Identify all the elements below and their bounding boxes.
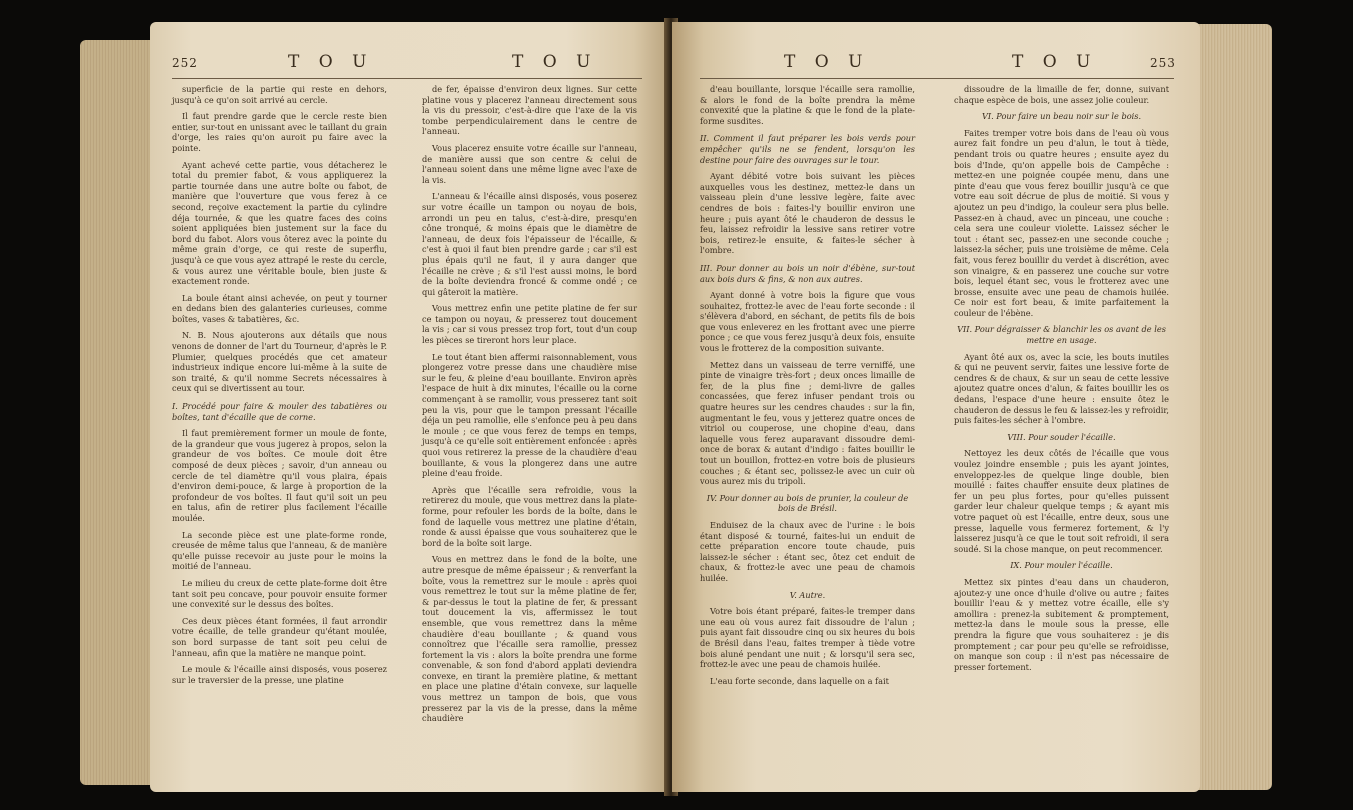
paragraph: Le moule & l'écaille ainsi disposés, vous poserez sur le traversier de la presse, une platine: [172, 664, 387, 685]
right-page-edges: [1198, 24, 1272, 790]
paragraph: Votre bois étant préparé, faites-le tremper dans une eau où vous aurez fait dissoudre de l'alun ; puis ayant fait dissoudre cinq ou six heures du bois de Brésil dans l'eau, faites tremper à tiède votre bois aluné pendant une nuit ; & lorsqu'il sera sec, frottez-le avec une peau de chamois huilée.: [700, 606, 915, 670]
page-number: 252: [172, 56, 198, 70]
paragraph: Ayant achevé cette partie, vous détacherez le total du premier fabot, & vous appliquerez la partie tournée dans une autre boîte ou fabot, de manière que l'ouverture que vous ferez à ce second, reçoive exactement la partie du cylindre déja tournée, & que les quatre faces des coins soient appliquées bien justement sur la face du bord du fabot. Alors vous ôterez avec la pointe du même grain d'orge, ce qui reste de superflu, jusqu'à ce que vous ayez attrapé le reste du cercle, & vous aurez une véritable boule, bien juste & exactement ronde.: [172, 159, 387, 287]
paragraph: dissoudre de la limaille de fer, donne, suivant chaque espèce de bois, une assez jolie couleur.: [954, 84, 1169, 105]
section-heading: V. Autre.: [789, 589, 826, 600]
section-heading: VI. Pour faire un beau noir sur le bois.: [981, 111, 1142, 122]
running-head: T O U: [288, 52, 374, 72]
section-heading: IX. Pour mouler l'écaille.: [1010, 560, 1113, 571]
left-page: [150, 22, 670, 792]
nota-bene: N. B. Nous ajouterons aux détails que nous venons de donner de l'art du Tourneur, d'après le P. Plumier, quelques procédés que cet amateur industrieux indique encore lui-même à la suite de son traité, & qu'il nomme Secrets nécessaires à ceux qui se divertissent au tour.: [172, 330, 387, 394]
section-heading: II. Comment il faut préparer les bois verds pour empêcher qu'ils ne se fendent, lorsqu'on les destine pour faire des ouvrages sur le tour.: [700, 133, 915, 165]
paragraph: La seconde pièce est une plate-forme ronde, creusée de même talus que l'anneau, & de manière qu'elle puisse recevoir au juste pour le moins la moitié de l'anneau.: [172, 529, 387, 572]
paragraph: de fer, épaisse d'environ deux lignes. Sur cette platine vous y placerez l'anneau directement sous la vis du pressoir, c'est-à-dire que l'axe de la vis tombe perpendiculairement dans le centre de l'anneau.: [422, 84, 637, 137]
head-rule: [700, 78, 1174, 79]
right-page: [672, 22, 1200, 792]
paragraph: Il faut prendre garde que le cercle reste bien entier, sur-tout en unissant avec le taillant du grain d'orge, les raies qu'on auroit pu faire avec la pointe.: [172, 111, 387, 153]
paragraph: Vous en mettrez dans le fond de la boîte, une autre presque de même épaisseur ; & renverfant la boîte, vous la remettrez sur le moule : après quoi vous remettrez le tout sur la même platine de fer, & par-dessus le tout la platine de fer, & pressant tout doucement la vis, affermissez le tout ensemble, que vous remettrez dans la même chaudière d'eau bouillante ; & quand vous connoîtrez que l'écaille sera ramollie, pressez fortement la vis : alors la boîte prendra une forme convenable, & son fond d'abord applati deviendra convexe, en tirant la première platine, & mettant en place une platine d'étain convexe, sur laquelle vous mettrez un tampon de bois, que vous presserez par la vis de la presse, dans la même chaudière: [422, 554, 637, 724]
paragraph: Vous placerez ensuite votre écaille sur l'anneau, de manière aussi que son centre & celui de l'anneau soient dans une même ligne avec l'axe de la vis.: [422, 142, 637, 185]
section-heading: VII. Pour dégraisser & blanchir les os avant de les mettre en usage.: [957, 324, 1166, 346]
paragraph: Après que l'écaille sera refroidie, vous la retirerez du moule, que vous mettrez dans la plate-forme, pour refouler les bords de la boîte, dans le fond de laquelle vous mettrez une platine d'étain, ronde & aussi épaisse que vous souhaiterez que le bord de la boîte soit large.: [422, 484, 637, 548]
left-page-edges: [80, 40, 154, 785]
paragraph: Le tout étant bien affermi raisonnablement, vous plongerez votre presse dans une chaudière mise sur le feu, & pleine d'eau bouillante. Environ après l'espace de huit à dix minutes, l'écaille ou la corne commençant à se ramollir, vous presserez tant soit peu la vis, pour que le tampon pressant l'écaille déja un peu ramollie, elle s'enfonce peu à peu dans le moule ; ce que vous ferez de temps en temps, jusqu'à ce qu'elle soit entièrement enfoncée : après quoi vous retirerez la presse de la chaudière d'eau bouillante, & vous la plongerez dans une autre pleine d'eau froide.: [422, 351, 637, 479]
paragraph: Le milieu du creux de cette plate-forme doit être tant soit peu concave, pour pouvoir ensuite former une convexité sur le dessus des boîtes.: [172, 577, 387, 610]
paragraph: Enduisez de la chaux avec de l'urine : le bois étant disposé & tourné, faites-lui un enduit de cette préparation encore toute chaude, puis laissez-le sécher : étant sec, ôtez cet enduit de chaux, & frottez-le avec une peau de chamois huilée.: [700, 519, 915, 583]
paragraph: L'eau forte seconde, dans laquelle on a fait: [710, 675, 889, 686]
section-heading: III. Pour donner au bois un noir d'ébène, sur-tout aux bois durs & fins, & non aux autres.: [700, 262, 915, 284]
section-heading: I. Procédé pour faire & mouler des tabatières ou boîtes, tant d'écaille que de corne.: [172, 401, 387, 422]
text-column-2: [422, 84, 637, 730]
paragraph: Ayant ôté aux os, avec la scie, les bouts inutiles & qui ne peuvent servir, faites une lessive forte de cendres & de chaux, & sur un seau de cette lessive ajoutez quatre onces d'alun, & faites bouillir les os dedans, l'espace d'une heure : ensuite ôtez le chauderon de dessus le feu & laissez-les y refroidir, puis faites-les sécher à l'ombre.: [954, 351, 1169, 426]
section-heading: VIII. Pour souder l'écaille.: [1007, 431, 1116, 442]
paragraph: Ayant donné à votre bois la figure que vous souhaitez, frottez-le avec de l'eau forte seconde : il s'élèvera d'abord, en séchant, de petits fils de bois que vous enleverez en les frottant avec une pierre ponce ; ce que vous ferez jusqu'à deux fois, ensuite vous le frotterez de la composition suivante.: [700, 290, 915, 354]
head-rule: [172, 78, 642, 79]
text-column-1: [700, 84, 915, 692]
paragraph: superficie de la partie qui reste en dehors, jusqu'à ce qu'on soit arrivé au cercle.: [172, 84, 387, 105]
paragraph: Faites tremper votre bois dans de l'eau où vous aurez fait fondre un peu d'alun, le tout à tiède, pendant trois ou quatre heures ; ensuite ayez du bois d'Inde, qu'on appelle bois de Campêche : mettez-en une poignée coupée menu, dans une pinte d'eau que vous ferez bouillir jusqu'à ce que votre eau soit décrue de plus de moitié. Si vous y ajoutez un peu d'indigo, la couleur sera plus belle. Passez-en à chaud, avec un pinceau, une couche : cela sera une couleur violette. Laissez sécher le tout : étant sec, passez-en une seconde couche ; laissez-la sécher, puis une troisième de même. Cela fait, vous ferez bouillir du verdet à discrétion, avec son vinaigre, & en passerez une couche sur votre bois, lequel étant sec, vous le frotterez avec une brosse, ensuite avec une peau de chamois huilée. Ce noir est fort beau, & imite parfaitement la couleur de l'ébène.: [954, 127, 1169, 318]
running-head-col2: T O U: [1012, 52, 1098, 72]
section-heading: IV. Pour donner au bois de prunier, la couleur de bois de Brésil.: [706, 492, 909, 514]
paragraph: Mettez six pintes d'eau dans un chauderon, ajoutez-y une once d'huile d'olive ou autre ; faites bouillir l'eau & y mettez votre écaille, elle s'y amollira : prenez-la subitement & promptement, mettez-la dans le moule sous la presse, elle prendra la figure que vous souhaiterez : je dis promptement ; car pour peu qu'elle se refroidisse, on manque son coup : il n'est pas nécessaire de presser fortement.: [954, 576, 1169, 672]
paragraph: Vous mettrez enfin une petite platine de fer sur ce tampon ou noyau, & presserez tout doucement la vis ; car si vous pressez trop fort, tout d'un coup les pièces se tireront hors leur place.: [422, 303, 637, 346]
paragraph: Il faut premièrement former un moule de fonte, de la grandeur que vous jugerez à propos, selon la grandeur de vos boîtes. Ce moule doit être composé de deux pièces ; savoir, d'un anneau ou cercle de tel diamètre qu'il vous plaira, épais d'environ demi-pouce, & large à proportion de la profondeur de vos boîtes. Il faut qu'il soit un peu en talus, afin de retirer plus facilement l'écaille moulée.: [172, 428, 387, 523]
paragraph: d'eau bouillante, lorsque l'écaille sera ramollie, & alors le fond de la boîte prendra la même convexité que la platine & que le fond de la plate-forme susdites.: [700, 84, 915, 126]
running-head-col2: T O U: [512, 52, 598, 72]
paragraph: La boule étant ainsi achevée, on peut y tourner en dedans bien des galanteries curieuses, comme boîtes, vases & tabatières, &c.: [172, 292, 387, 324]
paragraph: Ayant débité votre bois suivant les pièces auxquelles vous les destinez, mettez-le dans un vaisseau plein d'une lessive legère, faite avec cendres de bois : faites-l'y bouillir environ une heure ; puis ayant ôté le chauderon de dessus le feu, laissez refroidir la lessive sans retirer votre bois, retirez-le ensuite, & faites-le sécher à l'ombre.: [700, 171, 915, 256]
text-column-1: [172, 84, 387, 691]
paragraph: Nettoyez les deux côtés de l'écaille que vous voulez joindre ensemble ; puis les ayant jointes, enveloppez-les de quelque linge double, bien mouillé : faites chauffer ensuite deux platines de fer un peu plus fortes, pour qu'elles puissent garder leur chaleur quelque temps ; & ayant mis votre paquet où est l'écaille, entre deux, sous une presse, laquelle vous fermerez fortement, & l'y laisserez jusqu'à ce que le tout soit refroidi, il sera soudé. Si la chose manque, on peut recommencer.: [954, 448, 1169, 554]
paragraph: Mettez dans un vaisseau de terre verniffé, une pinte de vinaigre très-fort ; deux onces limaille de fer, de la plus fine ; demi-livre de galles concassées, que ferez infuser pendant trois ou quatre heures sur les cendres chaudes : sur la fin, augmentant le feu, vous y jetterez quatre onces de vitriol ou couperose, une chopine d'eau, dans laquelle vous ferez auparavant dissoudre demi-once de borax & autant d'indigo : faites bouillir le tout un bouillon, frottez-en votre bois de plusieurs couches ; & étant sec, polissez-le avec un cuir où vous aurez mis du tripoli.: [700, 359, 915, 487]
paragraph: L'anneau & l'écaille ainsi disposés, vous poserez sur votre écaille un tampon ou noyau de bois, arrondi un peu en talus, c'est-à-dire, presqu'en cône tronqué, & moins épais que le diamètre de l'anneau, de deux fois l'épaisseur de l'écaille, & c'est à quoi il faut bien prendre garde ; car s'il est plus épais qu'il ne faut, il y aura danger que l'écaille ne crève ; & s'il l'est aussi moins, le bord de la boîte deviendra froncé & comme ondé ; ce qui gâteroit la matière.: [422, 191, 637, 297]
running-head: T O U: [784, 52, 870, 72]
text-column-2: [954, 84, 1169, 678]
page-number: 253: [1150, 56, 1176, 70]
paragraph: Ces deux pièces étant formées, il faut arrondir votre écaille, de telle grandeur qu'étant moulée, son bord surpasse de tant soit peu celui de l'anneau, afin que la matière ne manque point.: [172, 615, 387, 658]
